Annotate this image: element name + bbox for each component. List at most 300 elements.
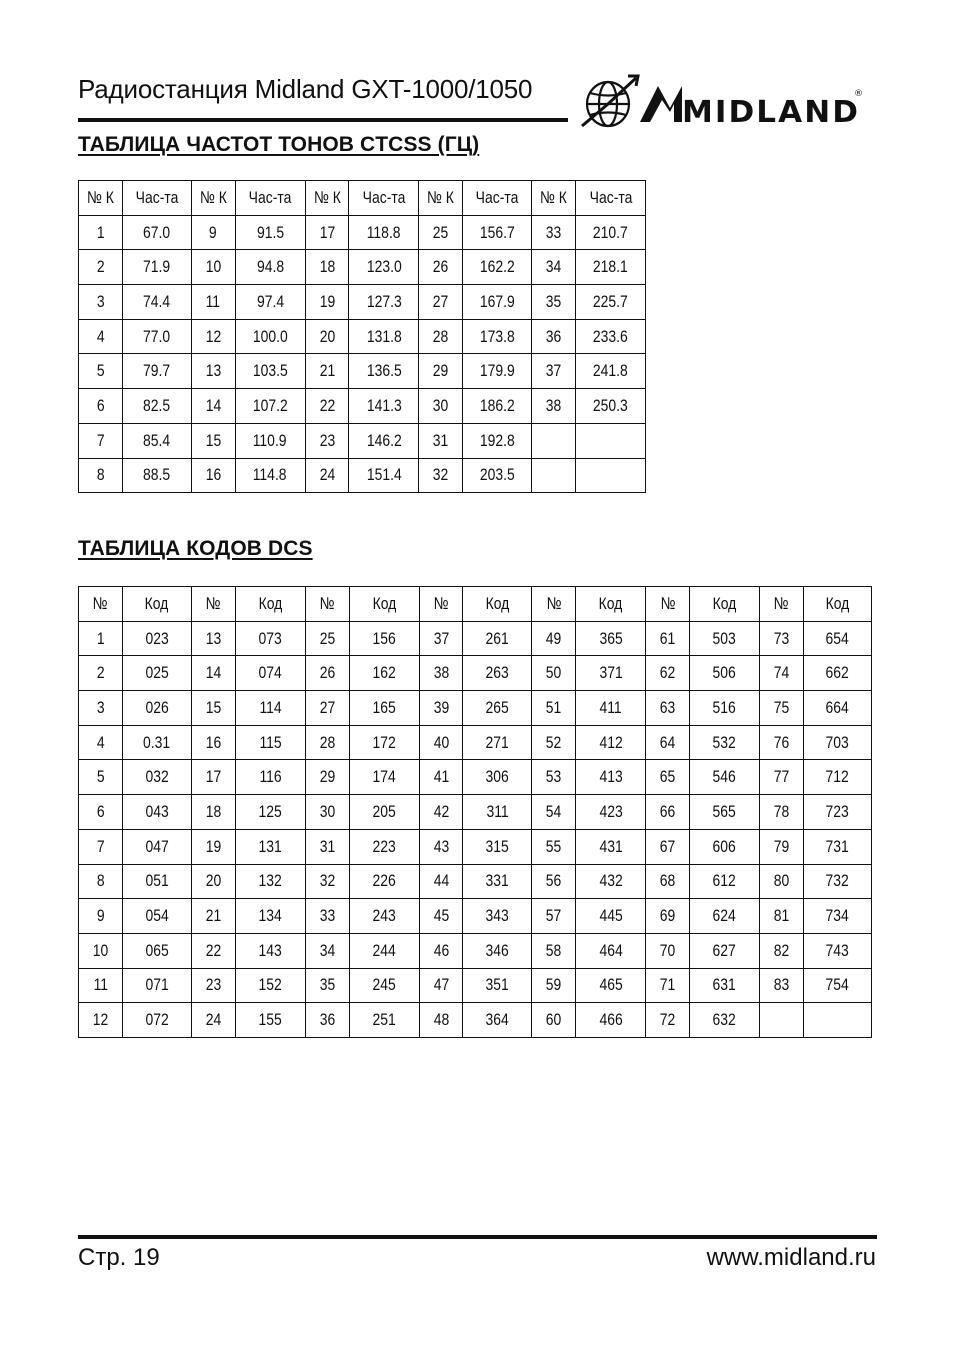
table-cell-text: 5	[96, 361, 105, 381]
table-cell	[419, 795, 463, 830]
table-cell	[690, 691, 760, 726]
table-cell-text: 464	[599, 940, 623, 960]
table-cell	[804, 829, 872, 864]
table-row	[79, 899, 872, 934]
table-cell	[532, 760, 576, 795]
table-cell	[576, 933, 646, 968]
table-cell	[191, 621, 235, 656]
table-cell-text: 14	[205, 663, 222, 683]
header-cell-text: Код	[825, 593, 850, 613]
table-cell	[191, 656, 235, 691]
header-cell-text: № К	[427, 187, 455, 207]
table-cell	[690, 621, 760, 656]
table-cell	[305, 389, 349, 424]
table-cell	[576, 968, 646, 1003]
table-cell-text: 546	[712, 767, 737, 787]
table-cell-text: 432	[599, 871, 623, 891]
table-cell	[576, 691, 646, 726]
table-cell	[646, 656, 690, 691]
table-cell-text: 81	[773, 906, 790, 926]
table-cell	[804, 933, 872, 968]
table-cell	[576, 389, 646, 424]
table-cell-text: 205	[372, 801, 396, 821]
table-cell-text: 025	[145, 663, 169, 683]
table-cell-text: 110.9	[253, 430, 288, 450]
table-cell-text: 1	[96, 628, 105, 648]
table-cell-text: 4	[96, 326, 105, 346]
table-cell	[760, 795, 804, 830]
table-cell	[463, 389, 532, 424]
table-cell-text: 54	[546, 801, 562, 821]
table-cell	[191, 933, 235, 968]
table-cell-text: 21	[319, 361, 335, 381]
table-cell-text: 30	[319, 801, 335, 821]
table-cell-text: 565	[712, 801, 737, 821]
table-cell	[532, 691, 576, 726]
table-cell-text: 054	[145, 906, 169, 926]
header-cell-text: № К	[313, 187, 341, 207]
table-cell	[532, 621, 576, 656]
table-cell	[576, 899, 646, 934]
table-cell	[235, 691, 305, 726]
table-cell	[419, 423, 463, 458]
table-cell-text: 210.7	[593, 222, 628, 242]
table-cell	[760, 656, 804, 691]
table-cell	[305, 423, 349, 458]
table-cell	[235, 864, 305, 899]
table-cell	[235, 389, 305, 424]
table-cell	[235, 725, 305, 760]
table-cell-text: 52	[546, 732, 562, 752]
header-cell-text: №	[319, 593, 335, 613]
table-cell	[532, 458, 576, 493]
table-cell-text: 10	[92, 940, 109, 960]
header-cell-text: № К	[540, 187, 568, 207]
table-cell-text: 94.8	[256, 257, 284, 277]
table-cell	[79, 795, 123, 830]
table-cell-text: 7	[96, 430, 105, 450]
table-cell-text: 411	[599, 697, 622, 717]
table-cell-text: 74	[773, 663, 790, 683]
table-cell	[463, 354, 532, 389]
table-cell-text: 10	[205, 257, 221, 277]
table-cell	[419, 968, 463, 1003]
table-cell-text: 12	[205, 326, 221, 346]
table-cell-text: 11	[93, 975, 108, 995]
table-cell-text: 79	[773, 836, 790, 856]
table-cell	[79, 621, 123, 656]
table-cell	[690, 725, 760, 760]
table-cell-text: 118.8	[366, 222, 401, 242]
table-cell	[760, 691, 804, 726]
table-cell	[463, 458, 532, 493]
table-row	[79, 691, 872, 726]
table-cell	[305, 1003, 349, 1038]
table-cell	[305, 215, 349, 250]
table-cell	[349, 285, 419, 320]
table-cell-text: 503	[712, 628, 737, 648]
table-cell	[305, 760, 349, 795]
table-cell-text: 100.0	[252, 326, 288, 346]
table-cell	[305, 656, 349, 691]
table-cell	[79, 760, 123, 795]
table-cell-text: 423	[599, 801, 623, 821]
table-cell-text: 58	[546, 940, 562, 960]
table-cell-text: 465	[599, 975, 623, 995]
table-cell	[804, 691, 872, 726]
table-cell	[463, 250, 532, 285]
table-cell	[419, 389, 463, 424]
table-cell	[122, 864, 191, 899]
table-cell	[122, 621, 191, 656]
table-cell	[804, 864, 872, 899]
table-cell-text: 28	[433, 326, 449, 346]
table-cell	[760, 864, 804, 899]
table-row	[79, 250, 646, 285]
table-cell	[804, 621, 872, 656]
table-cell	[532, 725, 576, 760]
logo-text: MIDLAND	[682, 95, 860, 130]
table-cell	[463, 795, 532, 830]
table-cell-text: 162.2	[479, 257, 515, 277]
table-cell	[419, 250, 463, 285]
table-header-row	[79, 587, 872, 622]
table-cell-text: 40	[433, 732, 449, 752]
table-cell	[349, 691, 419, 726]
table-cell-text: 132	[258, 871, 282, 891]
table-cell-text: 59	[546, 975, 562, 995]
table-cell	[532, 933, 576, 968]
table-cell	[690, 1003, 760, 1038]
table-cell	[235, 933, 305, 968]
table-cell-text: 431	[599, 836, 623, 856]
table-cell	[349, 864, 419, 899]
table-cell-text: 37	[545, 361, 562, 381]
header-cell-text: №	[433, 593, 449, 613]
table-cell-text: 33	[545, 222, 562, 242]
table-cell-text: 131	[258, 836, 282, 856]
table-cell	[760, 621, 804, 656]
table-cell	[760, 899, 804, 934]
table-cell	[576, 829, 646, 864]
header-cell-text: Час-та	[248, 187, 292, 207]
header-cell	[79, 181, 123, 216]
table-cell-text: 6	[96, 395, 105, 415]
header-cell	[235, 587, 305, 622]
table-cell	[463, 285, 532, 320]
table-cell	[79, 968, 123, 1003]
table-cell	[463, 1003, 532, 1038]
table-cell	[463, 760, 532, 795]
table-cell	[646, 968, 690, 1003]
table-cell-text: 63	[659, 697, 676, 717]
table-cell-text: 143	[258, 940, 282, 960]
table-cell	[532, 285, 576, 320]
table-cell	[576, 458, 646, 493]
table-cell-text: 351	[485, 975, 510, 995]
header-cell	[305, 181, 349, 216]
table-cell-text: 79.7	[143, 361, 171, 381]
table-cell	[122, 285, 191, 320]
header-cell	[690, 587, 760, 622]
table-cell	[122, 423, 191, 458]
table-cell-text: 39	[433, 697, 449, 717]
table-cell-text: 37	[433, 628, 449, 648]
table-cell-text: 263	[485, 663, 510, 683]
table-cell-text: 151.4	[366, 465, 402, 485]
table-row	[79, 725, 872, 760]
table-cell	[463, 829, 532, 864]
table-cell-text: 78	[773, 801, 790, 821]
table-cell	[463, 656, 532, 691]
table-cell-text: 36	[319, 1010, 335, 1030]
table-cell-text: 7	[96, 836, 105, 856]
registered-mark: ®	[854, 89, 863, 99]
table-cell	[349, 899, 419, 934]
table-cell-text: 071	[145, 975, 169, 995]
table-cell	[349, 760, 419, 795]
table-cell	[532, 795, 576, 830]
table-cell	[191, 285, 235, 320]
table-cell-text: 72	[659, 1010, 676, 1030]
table-cell	[419, 899, 463, 934]
table-cell	[191, 899, 235, 934]
table-cell-text: 20	[205, 871, 222, 891]
table-cell	[463, 725, 532, 760]
table-cell	[419, 319, 463, 354]
header-cell-text: № К	[199, 187, 227, 207]
table-cell	[235, 285, 305, 320]
table-cell-text: 107.2	[252, 395, 288, 415]
table-cell-text: 6	[96, 801, 105, 821]
table-cell	[419, 656, 463, 691]
table-cell-text: 114.8	[253, 465, 288, 485]
header-cell	[235, 181, 305, 216]
table-cell-text: 155	[258, 1010, 282, 1030]
table-cell	[349, 250, 419, 285]
table-cell	[191, 829, 235, 864]
table-cell	[760, 829, 804, 864]
header-cell-text: №	[660, 593, 676, 613]
table-cell-text: 74.4	[143, 291, 171, 311]
table-cell-text: 51	[546, 697, 562, 717]
table-cell	[122, 215, 191, 250]
table-cell	[79, 319, 123, 354]
table-cell	[79, 215, 123, 250]
table-cell-text: 127.3	[366, 291, 402, 311]
table-cell-text: 251	[372, 1010, 396, 1030]
table-cell	[305, 250, 349, 285]
table-cell-text: 315	[485, 836, 510, 856]
header-cell	[122, 181, 191, 216]
header-cell	[305, 587, 349, 622]
table-row	[79, 795, 872, 830]
table-cell-text: 70	[659, 940, 676, 960]
table-cell	[576, 354, 646, 389]
table-cell	[191, 250, 235, 285]
header-cell-text: Час-та	[589, 187, 632, 207]
table-cell-text: 125	[258, 801, 282, 821]
table-cell-text: 24	[319, 465, 335, 485]
table-cell	[235, 458, 305, 493]
table-cell	[463, 215, 532, 250]
table-cell	[760, 1003, 804, 1038]
header-cell	[191, 587, 235, 622]
table-cell-text: 103.5	[252, 361, 288, 381]
table-cell	[690, 829, 760, 864]
table-cell	[690, 933, 760, 968]
dcs-table-title: ТАБЛИЦА КОДОВ DCS	[78, 537, 313, 560]
table-cell	[804, 968, 872, 1003]
table-cell	[804, 795, 872, 830]
table-cell	[122, 829, 191, 864]
table-cell-text: 22	[205, 940, 222, 960]
table-cell-text: 23	[205, 975, 222, 995]
table-cell	[122, 354, 191, 389]
table-cell-text: 173.8	[479, 326, 515, 346]
table-cell	[79, 423, 123, 458]
table-cell-text: 627	[712, 940, 737, 960]
table-cell-text: 83	[773, 975, 790, 995]
table-cell	[349, 215, 419, 250]
table-cell	[122, 899, 191, 934]
header-cell	[532, 587, 576, 622]
table-cell-text: 506	[712, 663, 737, 683]
table-cell	[349, 319, 419, 354]
table-cell-text: 179.9	[479, 361, 515, 381]
table-cell-text: 85.4	[143, 430, 171, 450]
table-cell	[646, 725, 690, 760]
table-cell	[79, 933, 123, 968]
table-cell-text: 156.7	[479, 222, 515, 242]
table-cell	[532, 215, 576, 250]
table-cell	[646, 795, 690, 830]
table-cell	[305, 829, 349, 864]
table-cell	[122, 795, 191, 830]
header-cell	[804, 587, 872, 622]
table-cell	[235, 215, 305, 250]
table-cell-text: 15	[205, 430, 221, 450]
table-cell	[532, 968, 576, 1003]
table-row	[79, 354, 646, 389]
table-cell	[79, 864, 123, 899]
table-cell-text: 226	[372, 871, 396, 891]
table-cell	[191, 760, 235, 795]
table-cell-text: 241.8	[593, 361, 628, 381]
table-cell	[419, 1003, 463, 1038]
table-cell	[191, 423, 235, 458]
table-cell-text: 311	[486, 801, 509, 821]
table-cell-text: 12	[92, 1010, 109, 1030]
table-cell-text: 49	[546, 628, 562, 648]
table-cell	[122, 968, 191, 1003]
table-cell-text: 21	[205, 906, 222, 926]
table-cell-text: 174	[372, 767, 396, 787]
header-cell-text: Код	[372, 593, 396, 613]
table-cell-text: 24	[205, 1010, 222, 1030]
table-cell-text: 27	[319, 697, 335, 717]
table-cell	[122, 458, 191, 493]
table-cell	[532, 899, 576, 934]
table-cell	[79, 691, 123, 726]
table-cell-text: 32	[433, 465, 449, 485]
page-number: Стр. 19	[78, 1244, 160, 1271]
ctcss-table	[78, 180, 646, 493]
table-cell-text: 19	[205, 836, 222, 856]
table-cell-text: 754	[825, 975, 850, 995]
table-cell-text: 88.5	[143, 465, 171, 485]
table-cell	[419, 760, 463, 795]
table-cell	[804, 760, 872, 795]
header-cell	[576, 181, 646, 216]
table-cell	[532, 656, 576, 691]
header-cell	[532, 181, 576, 216]
table-cell-text: 38	[545, 395, 562, 415]
table-cell	[576, 319, 646, 354]
table-cell-text: 364	[485, 1010, 510, 1030]
table-cell	[419, 725, 463, 760]
table-cell	[349, 458, 419, 493]
table-cell-text: 631	[712, 975, 737, 995]
table-row	[79, 760, 872, 795]
table-cell-text: 123.0	[366, 257, 402, 277]
table-cell	[690, 899, 760, 934]
table-cell-text: 17	[319, 222, 335, 242]
table-cell	[646, 691, 690, 726]
table-row	[79, 423, 646, 458]
table-cell	[235, 354, 305, 389]
header-cell-text: №	[546, 593, 562, 613]
table-cell-text: 66	[659, 801, 676, 821]
table-cell-text: 9	[209, 222, 218, 242]
table-cell-text: 42	[433, 801, 449, 821]
table-cell-text: 712	[825, 767, 850, 787]
header-cell	[646, 587, 690, 622]
table-cell-text: 46	[433, 940, 449, 960]
table-cell-text: 29	[319, 767, 335, 787]
table-cell	[79, 829, 123, 864]
table-cell-text: 11	[205, 291, 221, 311]
table-cell-text: 250.3	[593, 395, 628, 415]
table-cell	[532, 829, 576, 864]
table-cell	[122, 389, 191, 424]
table-cell	[576, 725, 646, 760]
table-cell-text: 3	[96, 291, 105, 311]
table-cell-text: 23	[319, 430, 335, 450]
table-cell	[690, 795, 760, 830]
table-cell-text: 71	[659, 975, 676, 995]
table-cell-text: 91.5	[256, 222, 284, 242]
table-cell	[463, 933, 532, 968]
table-cell-text: 33	[319, 906, 335, 926]
table-cell	[690, 968, 760, 1003]
table-cell-text: 026	[145, 697, 169, 717]
table-cell-text: 331	[485, 871, 510, 891]
table-cell-text: 306	[485, 767, 510, 787]
table-cell	[646, 864, 690, 899]
header-cell-text: Час-та	[135, 187, 179, 207]
table-cell-text: 654	[825, 628, 850, 648]
table-cell	[122, 725, 191, 760]
header-cell-text: Код	[485, 593, 510, 613]
header-cell-text: Код	[598, 593, 623, 613]
midland-logo	[578, 72, 868, 134]
logo-m-mark	[640, 86, 682, 122]
footer-rule	[78, 1235, 877, 1239]
table-cell-text: 043	[145, 801, 169, 821]
table-cell	[122, 656, 191, 691]
table-cell-text: 072	[145, 1010, 169, 1030]
